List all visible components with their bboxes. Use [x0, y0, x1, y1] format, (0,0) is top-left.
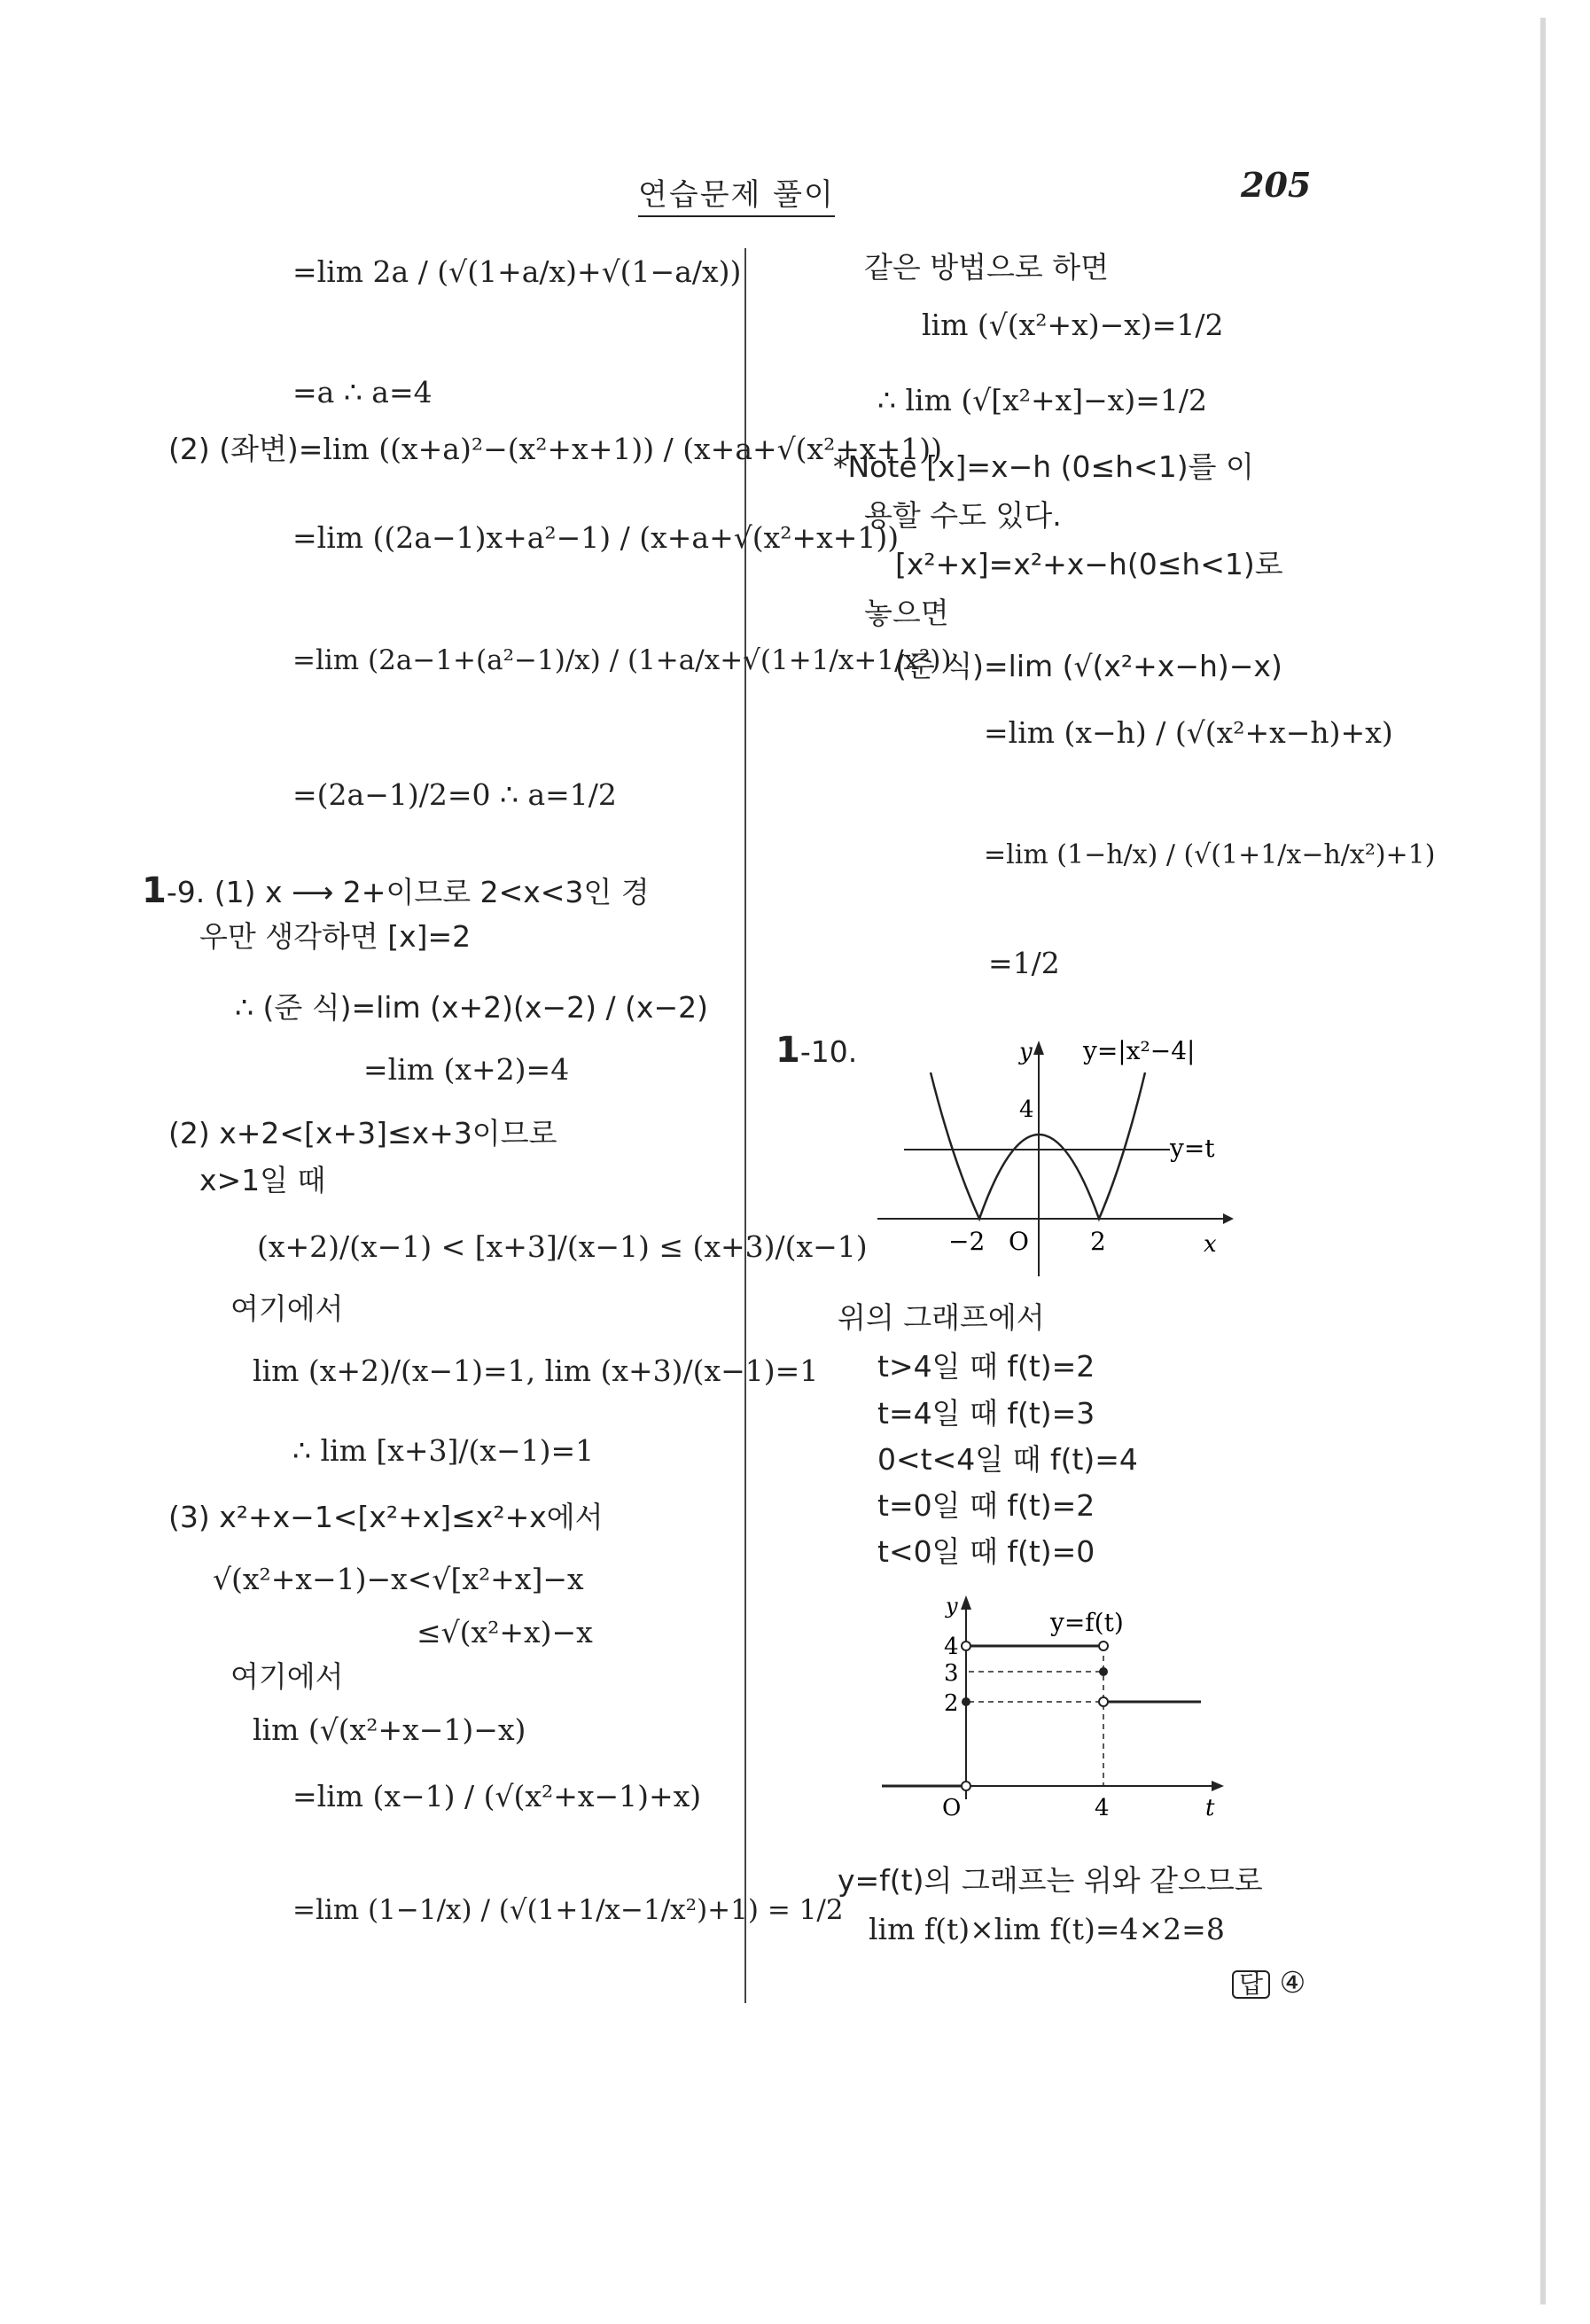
g2-origin: O [942, 1795, 962, 1821]
g2-tick-x4: 4 [1095, 1795, 1110, 1821]
g2-tick-4: 4 [944, 1634, 959, 1660]
r-line-19: lim f(t)×lim f(t)=4×2=8 [869, 1912, 1225, 1946]
p9-line-i: lim (x+2)/(x−1)=1, lim (x+3)/(x−1)=1 [253, 1353, 819, 1388]
g1-line-label: y=t [1170, 1134, 1215, 1163]
g1-tick-neg2: −2 [948, 1227, 986, 1256]
p9-line-n: 여기에서 [230, 1659, 344, 1694]
g1-ylabel: y [1019, 1039, 1033, 1065]
problem-1-10: 1-10. [776, 1030, 858, 1071]
p9-line-j: ∴ lim [x+3]/(x−1)=1 [292, 1433, 595, 1468]
g2-curve-label: y=f(t) [1050, 1608, 1124, 1637]
p9-line-h: 여기에서 [230, 1291, 344, 1326]
r-line-9: =lim (x−h) / (√(x²+x−h)+x) [984, 715, 1393, 750]
scan-edge [1540, 18, 1546, 2305]
r-line-10: =lim (1−h/x) / (√(1+1/x−h/x²)+1) [984, 839, 1436, 870]
eq-line-2: =a ∴ a=4 [292, 375, 433, 409]
p9-line-p: =lim (x−1) / (√(x²+x−1)+x) [292, 1779, 702, 1813]
p9-line-g: (x+2)/(x−1) < [x+3]/(x−1) ≤ (x+3)/(x−1) [257, 1229, 868, 1264]
r-line-6: [x²+x]=x²+x−h(0≤h<1)로 [895, 547, 1283, 581]
r-line-15: 0<t<4일 때 f(t)=4 [877, 1442, 1138, 1477]
p9-line-q: =lim (1−1/x) / (√(1+1/x−1/x²)+1) = 1/2 [292, 1894, 844, 1926]
eq-line-1: =lim 2a / (√(1+a/x)+√(1−a/x)) [292, 254, 742, 289]
g1-curve-label: y=|x²−4| [1083, 1036, 1196, 1065]
r-line-16: t=0일 때 f(t)=2 [877, 1488, 1095, 1523]
p9-line-o: lim (√(x²+x−1)−x) [253, 1712, 526, 1747]
r-line-1: 같은 방법으로 하면 [864, 250, 1110, 285]
g2-xlabel: t [1205, 1795, 1215, 1821]
p9-line-b: 우만 생각하면 [x]=2 [199, 919, 472, 954]
eq-line-6: =(2a−1)/2=0 ∴ a=1/2 [292, 777, 617, 812]
graph-f-of-t [873, 1587, 1245, 1844]
note-line-2: 용할 수도 있다. [864, 498, 1062, 533]
p9-line-l: √(x²+x−1)−x<√[x²+x]−x [213, 1562, 584, 1596]
r-line-3: ∴ lim (√[x²+x]−x)=1/2 [877, 383, 1208, 417]
g2-tick-2: 2 [944, 1690, 959, 1717]
g1-tick-2: 2 [1090, 1227, 1106, 1256]
g2-tick-3: 3 [944, 1660, 959, 1687]
r-line-13: t>4일 때 f(t)=2 [877, 1349, 1095, 1384]
p9-line-d: =lim (x+2)=4 [363, 1052, 570, 1087]
section-title: 연습문제 풀이 [638, 170, 835, 217]
r-line-11: =1/2 [988, 946, 1060, 980]
eq-line-5: =lim (2a−1+(a²−1)/x) / (1+a/x+√(1+1/x+1/x²)) [292, 644, 952, 676]
r-line-17: t<0일 때 f(t)=0 [877, 1534, 1095, 1569]
r-line-8: (준 식)=lim (√(x²+x−h)−x) [895, 649, 1282, 683]
answer-box: 답 [1232, 1970, 1270, 1999]
r-line-12: 위의 그래프에서 [838, 1300, 1045, 1335]
problem-1-9: 1-9. (1) x ⟶ 2+이므로 2<x<3인 경 [142, 870, 650, 911]
answer-choice: ④ [1279, 1965, 1306, 2000]
graph-abs-quadratic [877, 1028, 1250, 1285]
p9-line-f: x>1일 때 [199, 1163, 326, 1197]
g2-ylabel: y [946, 1594, 958, 1618]
g1-origin: O [1009, 1227, 1029, 1256]
answer [1232, 1965, 1306, 2000]
g1-xlabel: x [1204, 1231, 1217, 1258]
page-number: 205 [1241, 165, 1312, 205]
p9-line-k: (3) x²+x−1<[x²+x]≤x²+x에서 [168, 1500, 604, 1534]
eq-line-3: (2) (좌변)=lim ((x+a)²−(x²+x+1)) / (x+a+√(x²+x+1)) [168, 432, 943, 466]
column-divider [744, 248, 746, 2003]
note-line-1: *Note [x]=x−h (0≤h<1)를 이 [833, 449, 1254, 484]
p9-line-e: (2) x+2<[x+3]≤x+3이므로 [168, 1116, 557, 1150]
r-line-2: lim (√(x²+x)−x)=1/2 [922, 308, 1224, 342]
r-line-18: y=f(t)의 그래프는 위와 같으므로 [838, 1863, 1263, 1898]
r-line-7: 놓으면 [864, 596, 949, 630]
g1-tick-4: 4 [1019, 1096, 1034, 1123]
p9-line-c: ∴ (준 식)=lim (x+2)(x−2) / (x−2) [235, 990, 708, 1025]
p9-line-m: ≤√(x²+x)−x [417, 1615, 593, 1649]
eq-line-4: =lim ((2a−1)x+a²−1) / (x+a+√(x²+x+1)) [292, 520, 900, 555]
r-line-14: t=4일 때 f(t)=3 [877, 1396, 1095, 1431]
